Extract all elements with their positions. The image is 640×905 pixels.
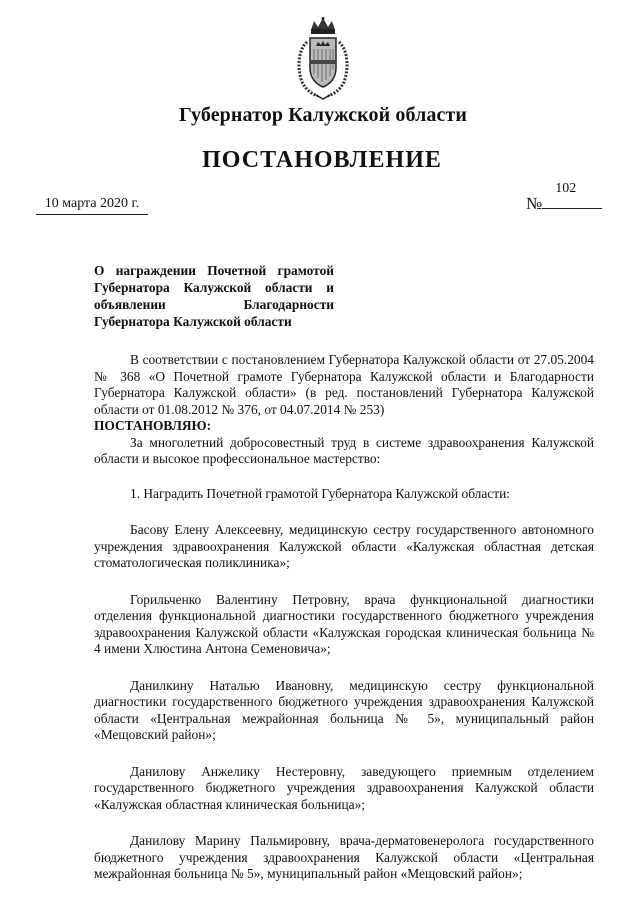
document-number: 102 (555, 181, 577, 196)
coat-of-arms-icon (294, 16, 352, 100)
reason-paragraph: За многолетний добросовестный труд в системе здравоохранения Калужской области и высокое профессиональное мастерство: (94, 434, 594, 466)
document-date: 10 марта 2020 г. (36, 196, 148, 215)
decree-subject: О награждении Почетной грамотой Губернатора Калужской области и объявлении Благодарности Губернатора Калужской области (94, 263, 334, 329)
preamble-paragraph: В соответствии с постановлением Губернатора Калужской области от 27.05.2004 № 368 «О Почетной грамоте Губернатора Калужской области и Благодарности Губернатора Калужской области» (в ред. постановлений Губернатора Калужской области от 01.08.2012 № 376, от 04.07.2014 № 253) (94, 352, 594, 417)
number-sign: № (526, 194, 543, 213)
document-type-title: ПОСТАНОВЛЕНИЕ (202, 147, 442, 173)
item-1-heading: 1. Наградить Почетной грамотой Губернатора Калужской области: (130, 485, 510, 501)
document-number-field (526, 181, 602, 214)
awardee-paragraph: Данилову Анжелику Нестеровну, заведующего приемным отделением государственного бюджетного учреждения здравоохранения Калужской области «Калужская областная клиническая больница»; (94, 763, 594, 812)
awardee-paragraph: Горильченко Валентину Петровну, врача функциональной диагностики отделения функциональной диагностики государственного бюджетного учреждения здравоохранения Калужской области «Калужская городская клиническая больница № 4 имени Хлюстина Антона Семеновича»; (94, 591, 594, 656)
awardee-paragraph: Басову Елену Алексеевну, медицинскую сестру государственного автономного учреждения здравоохранения Калужской области «Калужская областная детская стоматологическая поликлиника»; (94, 522, 594, 570)
number-underline (542, 181, 602, 209)
issuing-authority: Губернатор Калужской области (178, 104, 468, 126)
awardee-paragraph: Данилкину Наталью Ивановну, медицинскую сестру функциональной диагностики государственного бюджетного учреждения здравоохранения Калужской области «Центральная межрайонная больница № 5», муниципальный район «Мещовский район»; (94, 677, 594, 742)
decree-body (94, 352, 594, 883)
decree-word: ПОСТАНОВЛЯЮ: (94, 418, 212, 433)
awardee-paragraph: Данилову Марину Пальмировну, врача-дерматовенеролога государственного бюджетного учреждения здравоохранения Калужской области «Центральная межрайонная больница № 5», муниципальный район «Мещовский район»; (94, 833, 594, 881)
